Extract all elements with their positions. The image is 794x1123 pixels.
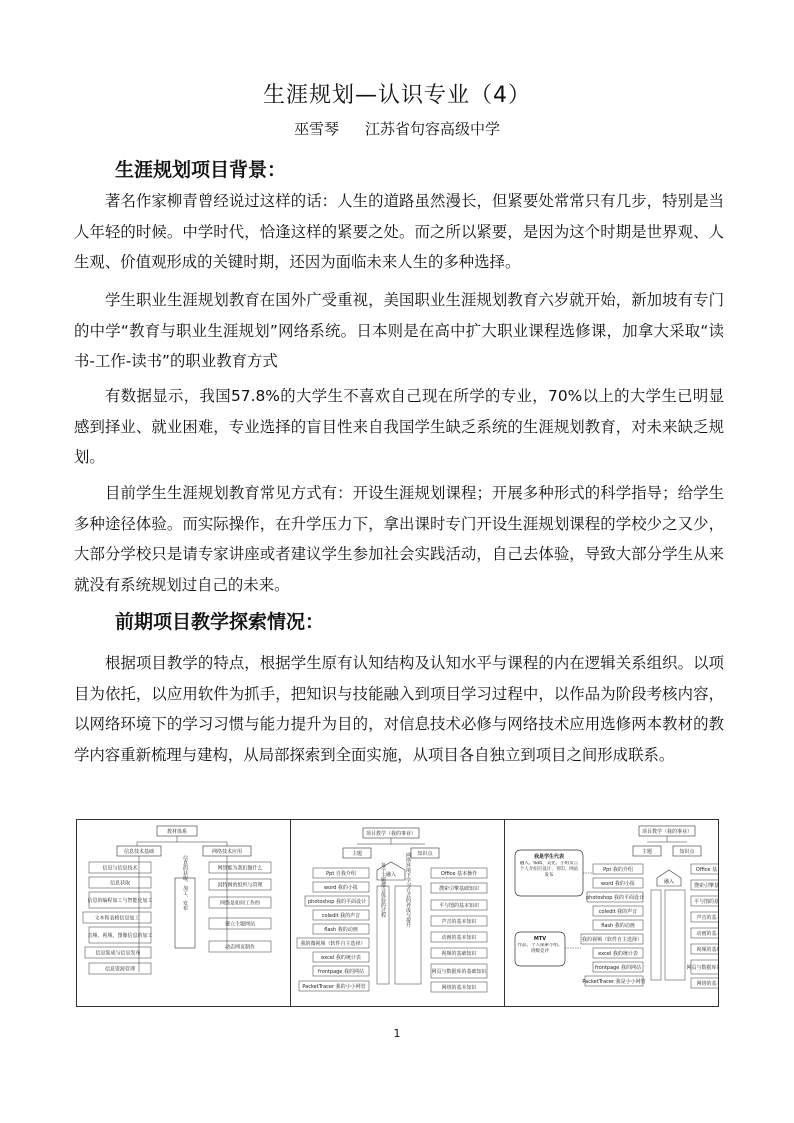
- svg-text:coledit 我的声音: coledit 我的声音: [321, 913, 361, 919]
- left-item-list: [297, 868, 369, 991]
- svg-text:信息的编程加工与智能化加工: 信息的编程加工与智能化加工: [87, 898, 153, 904]
- root-node: [363, 828, 419, 838]
- svg-text:动画的基本知识: 动画的基本知识: [696, 931, 732, 937]
- textbook-system-diagram: [77, 820, 280, 1006]
- paragraph: 根据项目教学的特点，根据学生原有认知结构及认知水平与课程的内在逻辑关系组织。以项目为依托，以应用软件为抓手，把知识与技能融入到项目学习过程中，以作品为阶段考核内容，以网络环境下的学习习惯与能力提升为目的，对信息技术必修与网络技术应用选修两本教材的教学内容重新梳理与建构，从局部探索到全面实施，从项目各自独立到项目之间形成联系。: [74, 654, 724, 764]
- svg-text:融入: 融入: [663, 879, 675, 885]
- section-heading-exploration: 前期项目教学探索情况：: [115, 611, 325, 633]
- svg-text:信息获取: 信息获取: [109, 880, 131, 887]
- svg-text:信息的获取、加工、发布: 信息的获取、加工、发布: [182, 855, 188, 911]
- right-head-node: [673, 846, 701, 856]
- svg-text:Ppt 自我介绍: Ppt 自我介绍: [326, 871, 356, 877]
- right-item-list: [209, 862, 271, 952]
- right-head-node: [203, 846, 251, 856]
- figure-panel-project-teaching-extended: [505, 820, 742, 1006]
- svg-text:word 我的小报: word 我的小报: [601, 881, 635, 887]
- svg-text:photoshop 我的平面设计: photoshop 我的平面设计: [307, 899, 367, 905]
- svg-text:平与图的基本知识: 平与图的基本知识: [693, 899, 735, 905]
- svg-text:音频、视频、图像信息的加工: 音频、视频、图像信息的加工: [87, 933, 153, 939]
- center-arrow: [175, 855, 195, 948]
- svg-text:声音的基本知识: 声音的基本知识: [441, 919, 477, 925]
- svg-text:Office 基本操作: Office 基本操作: [440, 871, 478, 877]
- svg-text:动态网页制作: 动态网页制作: [224, 944, 256, 951]
- center-arrow: [657, 870, 681, 886]
- svg-text:主题: 主题: [641, 849, 653, 855]
- mtv-bubble: [515, 932, 565, 966]
- root-node: [639, 826, 695, 836]
- svg-text:视频的基础知识: 视频的基础知识: [696, 947, 732, 953]
- bubble1-text: 融入、编辑、美化、小组发言个人介绍页设计、刊印、网站发布: [519, 861, 579, 878]
- svg-text:frontpage 我的网站: frontpage 我的网站: [595, 965, 641, 971]
- svg-text:视频的基础知识: 视频的基础知识: [441, 951, 477, 957]
- network-learning-note: [395, 852, 421, 984]
- svg-text:信息与信息技术: 信息与信息技术: [102, 865, 138, 872]
- svg-text:信息集成与信息发布: 信息集成与信息发布: [95, 950, 141, 957]
- svg-text:网络能为我们做什么: 网络能为我们做什么: [217, 865, 263, 872]
- svg-text:frontpage 我的网站: frontpage 我的网站: [318, 969, 364, 975]
- paragraph: 著名作家柳青曾经说过这样的话：人生的道路虽然漫长，但紧要处常常只有几步，特别是当人年轻的时候。中学时代，恰逢这样的紧要之处。而之所以紧要，是因为这个时期是世界观、人生观、价值观形成的关键时期，还因为面临未来人生的多种选择。: [74, 192, 724, 271]
- svg-text:excel 我的统计表: excel 我的统计表: [598, 951, 638, 957]
- svg-text:文本和表格信息加工: 文本和表格信息加工: [94, 915, 140, 922]
- svg-text:网络的基本知识: 网络的基本知识: [441, 985, 477, 991]
- svg-text:教材体系: 教材体系: [166, 829, 188, 835]
- author-name: 巫雪琴: [293, 120, 339, 138]
- svg-text:信息技术基础: 信息技术基础: [123, 849, 155, 855]
- left-head-node: [633, 846, 661, 856]
- left-head-node: [343, 848, 371, 858]
- svg-text:搜索引擎基础知识: 搜索引擎基础知识: [693, 883, 735, 889]
- svg-text:项目教学（我的事业）: 项目教学（我的事业）: [365, 831, 417, 837]
- figure-panel-textbook-system: [77, 820, 291, 1006]
- section-heading-background: 生涯规划项目背景：: [115, 159, 287, 181]
- svg-text:建立主题网站: 建立主题网站: [224, 921, 256, 928]
- figure-panel-project-teaching: [291, 820, 505, 1006]
- left-item-list: [83, 862, 153, 974]
- root-node: [157, 826, 197, 836]
- svg-text:PacketTracer 我的小小网管: PacketTracer 我的小小网管: [302, 984, 366, 990]
- svg-text:知识点: 知识点: [417, 851, 433, 857]
- project-teaching-diagram: [291, 820, 494, 1006]
- svg-text:信息资源管理: 信息资源管理: [104, 966, 136, 973]
- svg-text:word 我的小报: word 我的小报: [324, 885, 358, 891]
- svg-text:网页与数据库的基础知识: 网页与数据库的基础知识: [686, 965, 742, 971]
- author-school: 江苏省句容高级中学: [365, 120, 501, 138]
- paragraph: 目前学生生涯规划教育常见方式有：开设生涯规划课程；开展多种形式的科学指导；给学生多种途径体验。而实际操作，在升学压力下，拿出课时专门开设生涯规划课程的学校少之又少，大部分学校只是请专家讲座或者建议学生参加社会实践活动，自己去体验，导致大部分学生从来就没有系统规划过自己的未来。: [74, 484, 724, 594]
- author-line: [0, 118, 794, 139]
- project-teaching-extended-diagram: [505, 820, 742, 1006]
- svg-text:项目教学（我的事业）: 项目教学（我的事业）: [641, 829, 693, 835]
- svg-text:flash 我的动画: flash 我的动画: [324, 927, 358, 933]
- svg-text:Office 基本操作: Office 基本操作: [695, 867, 733, 873]
- paragraph: 学生职业生涯规划教育在国外广受重视，美国职业生涯规划教育六岁就开始，新加坡有专门的中学“教育与职业生涯规划”网络系统。日本则是在高中扩大职业课程选修课，加拿大采取“读书-工作-读书”的职业教育方式: [74, 291, 724, 370]
- svg-text:网络环境下学习方式的养成与提升: 网络环境下学习方式的养成与提升: [405, 852, 411, 928]
- svg-text:主题: 主题: [351, 851, 363, 857]
- svg-text:Ppt 我的介绍: Ppt 我的介绍: [603, 867, 633, 873]
- svg-text:融入: 融入: [385, 872, 397, 878]
- svg-text:excel 我的统计表: excel 我的统计表: [321, 955, 361, 961]
- document-title: 生涯规划—认识专业（4）: [263, 83, 531, 108]
- svg-text:每个主题都会体验的过程: 每个主题都会体验的过程: [380, 862, 386, 918]
- svg-text:MTV: MTV: [533, 936, 547, 942]
- svg-text:搜索引擎基础知识: 搜索引擎基础知识: [438, 886, 480, 892]
- svg-text:因特网的组织与管理: 因特网的组织与管理: [217, 882, 263, 889]
- svg-text:知识点: 知识点: [679, 849, 695, 855]
- right-item-list: [431, 868, 487, 992]
- svg-text:网络的基本知识: 网络的基本知识: [696, 981, 732, 987]
- svg-text:声音的基本知识: 声音的基本知识: [696, 915, 732, 921]
- svg-text:PacketTracer 我是小小网管: PacketTracer 我是小小网管: [582, 979, 646, 985]
- svg-text:网页与数据库的基础知识: 网页与数据库的基础知识: [431, 969, 487, 975]
- svg-text:网络是如何工作的: 网络是如何工作的: [219, 900, 261, 907]
- svg-text:动画的基本知识: 动画的基本知识: [441, 935, 477, 941]
- svg-text:photoshop 我的平面设计: photoshop 我的平面设计: [585, 895, 645, 901]
- curriculum-figure: [76, 819, 742, 1007]
- svg-text:网络技术应用: 网络技术应用: [211, 849, 243, 855]
- paragraph: 有数据显示，我国57.8%的大学生不喜欢自己现在所学的专业，70%以上的大学生已明显感到择业、就业困难，专业选择的盲目性来自我国学生缺乏系统的生涯规划教育，对未来缺乏规划。: [74, 387, 724, 466]
- right-head-node: [411, 848, 439, 858]
- left-item-list: [581, 864, 646, 986]
- svg-text:我的微视频（软件自主选择）: 我的微视频（软件自主选择）: [300, 941, 366, 947]
- svg-text:flash 我的动画: flash 我的动画: [601, 923, 635, 929]
- student-representative-bubble: [515, 850, 583, 896]
- page-number: 1: [393, 1027, 401, 1040]
- svg-text:平与图的基本知识: 平与图的基本知识: [438, 903, 480, 909]
- svg-text:我是学生代表: 我是学生代表: [533, 854, 565, 860]
- left-head-node: [117, 846, 161, 856]
- svg-text:我的视频（软件自主选择）: 我的视频（软件自主选择）: [581, 937, 643, 943]
- bubble2-text: 作品、个人探索小组、班级竞评: [517, 943, 563, 954]
- svg-text:coledit 我的声音: coledit 我的声音: [598, 909, 638, 915]
- right-item-list: [686, 864, 742, 988]
